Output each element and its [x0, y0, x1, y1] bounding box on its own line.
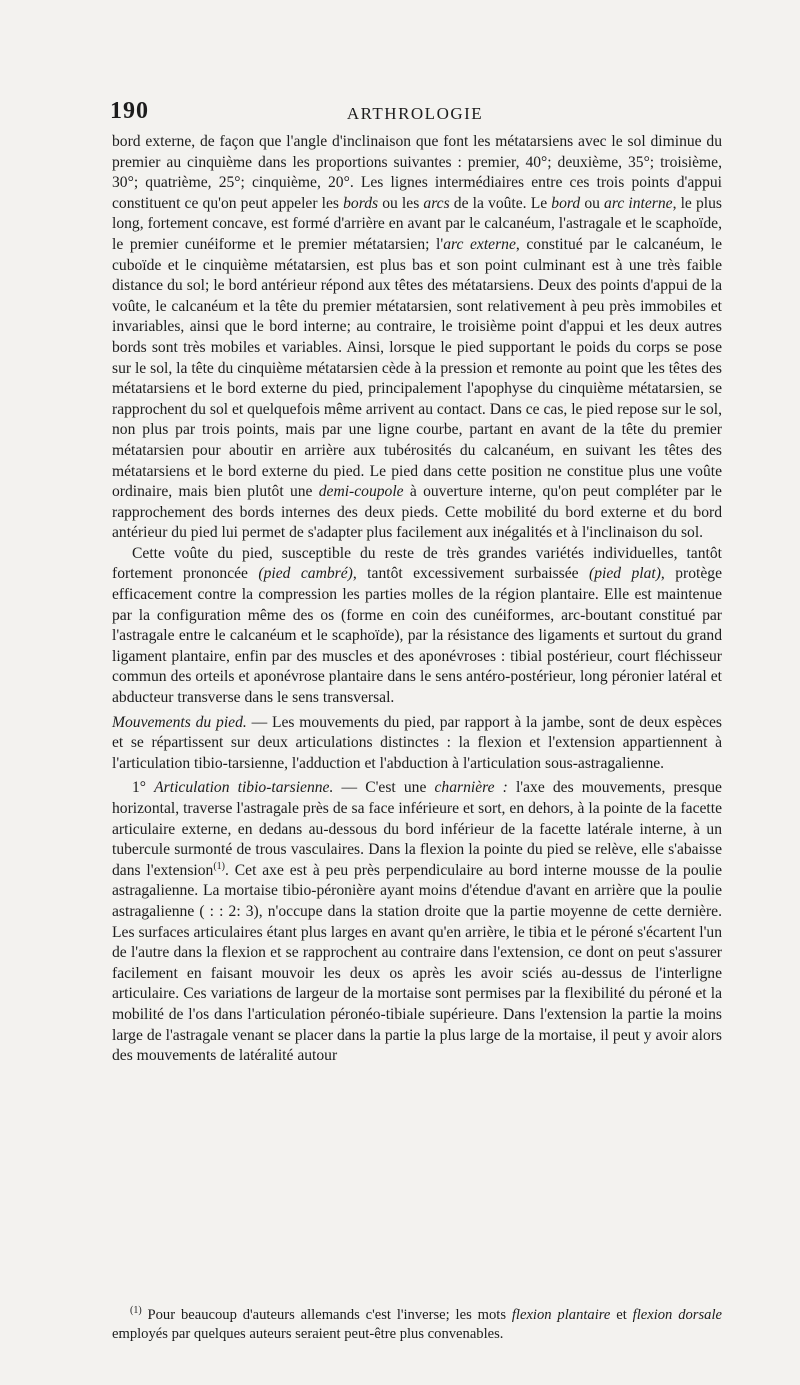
footnote-text [112, 1306, 722, 1344]
italic-term: bord [551, 194, 581, 212]
text-run: — Les mouvements du pied, par rapport à la jambe, sont de deux espèces et se répartissent sur deux articulations distinctes : la flexion et l'extension appartiennent à l'articulation tibio-tarsienne, l'adduction et l'abduction à l'articulation sous-astragalienne. [112, 713, 722, 772]
italic-term: (pied plat) [589, 565, 661, 583]
text-run: à ouverture interne, qu'on peut compléter par le rapprochement des bords internes des deux pieds. Cette mobilité du bord externe et du bord antérieur du pied lui permet de s'adapter plus facilement aux inégalités et à l'inclinaison du sol. [112, 483, 722, 542]
italic-term: bords [343, 194, 379, 212]
italic-term: arc interne [604, 194, 673, 212]
italic-term: flexion plantaire [511, 1307, 611, 1323]
italic-term: arcs [423, 194, 450, 212]
text-run: 1° [132, 779, 155, 797]
text-run: — C'est une [333, 779, 435, 797]
footnote [112, 1306, 722, 1344]
italic-term: demi-coupole [318, 483, 404, 501]
footnote-ref[interactable]: (1) [213, 860, 226, 872]
text-run: Cette voûte du pied, susceptible du reste de très grandes variétés individuelles, tantôt fortement prononcée [112, 544, 722, 583]
text-run: et [610, 1307, 633, 1323]
text-run: , protège efficacement contre la compression les parties molles de la région plantaire. Elle est maintenue par la configuration même des os (forme en coin des cunéiformes, arc-boutant constitué par l'astragale entre le calcanéum et le scaphoïde), par la résistance des ligaments et surtout du grand ligament plantaire, enfin par des muscles et des aponévroses : tibial postérieur, court fléchisseur commun des orteils et aponévrose plantaire dans le sens antéro-postérieur, long péronier latéral et abducteur transverse dans le sens transversal. [112, 565, 723, 707]
body-text [112, 132, 722, 1067]
text-run: Pour beaucoup d'auteurs allemands c'est l'inverse; les mots [141, 1307, 512, 1323]
italic-term: (pied cambré) [258, 565, 353, 583]
text-run: employés par quelques auteurs seraient peut-être plus convenables. [112, 1326, 504, 1342]
italic-term: flexion dorsale [632, 1307, 722, 1323]
section-heading: Mouvements du pied. [112, 713, 247, 731]
section-heading: Articulation tibio-tarsienne. [154, 779, 334, 797]
paragraph-foot-vault [112, 544, 722, 709]
text-run: , le plus long, fortement concave, est formé d'arrière en avant par le calcanéum, l'astragale et le scaphoïde, le premier cunéiforme et le premier métatarsien; l' [112, 194, 722, 253]
paragraph-arch-borders [112, 132, 722, 544]
italic-term: charnière : [434, 779, 508, 797]
italic-term: arc externe [443, 235, 516, 253]
page-header [110, 98, 720, 124]
text-run: ou les [378, 194, 424, 212]
paragraph-tibio-tarsal [112, 778, 722, 1066]
text-run: l'axe des mouvements, presque horizontal, traverse l'astragale près de sa face inférieure et sort, en dehors, à la pointe de la facette articulaire externe, en dedans au-dessous du bord inférieur de la facette latérale interne, à un tubercule surmonté de trous vasculaires. Dans la flexion la pointe du pied se relève, elle s'abaisse dans l'extension [112, 779, 722, 879]
running-title: ARTHROLOGIE [346, 104, 484, 123]
page-number: 190 [110, 98, 149, 124]
text-run: de la voûte. Le [449, 194, 552, 212]
text-run: , constitué par le calcanéum, le cuboïde et le cinquième métatarsien, est plus bas et son point culminant est à une très faible distance du sol; le bord antérieur répond aux têtes des métatarsiens. Deux des points d'appui de la voûte, le calcanéum et la tête du premier métatarsien, sont relativement à peu près immobiles et invariables, ainsi que le bord interne; au contraire, le troisième point d'appui et les deux autres bords sont très mobiles et variables. Ainsi, lorsque le pied supportant le poids du corps se pose sur le sol, la tête du cinquième métatarsien cède à la pression et remonte au point que les têtes des métatarsiens et le bord externe du pied, principalement l'apophyse du cinquième métatarsien, se rapprochent du sol et quelquefois même arrivent au contact. Dans ce cas, le pied repose sur le sol, non plus par trois points, mais par une ligne courbe, partant en avant de la tête du premier métatarsien pour aboutir en arrière aux tubérosités du calcanéum, en suivant les têtes des métatarsiens et le bord externe du pied. Le pied dans cette position ne constitue plus une voûte ordinaire, mais bien plutôt une [112, 235, 723, 501]
text-run: , tantôt excessivement surbaissée [352, 565, 589, 583]
paragraph-foot-movements [112, 713, 722, 775]
footnote-marker: (1) [130, 1305, 142, 1317]
text-run: . Cet axe est à peu près perpendiculaire au bord interne mousse de la poulie astragalienne. La mortaise tibio-péronière ayant moins d'étendue d'avant en arrière que la poulie astragalienne ( : : 2: 3), n'occupe dans la station droite que la partie moyenne de cette dernière. Les surfaces articulaires étant plus larges en avant qu'en arrière, le tibia et le péroné s'écartent l'un de l'autre dans la flexion et se rapprochent au contraire dans l'extension, ce dont on peut s'assurer facilement en faisant mouvoir les deux os après les avoir sciés au-dessus de l'interligne articulaire. Ces variations de largeur de la mortaise sont permises par la flexibilité du péroné et la mobilité de l'os dans l'articulation péronéo-tibiale supérieure. Dans l'extension la partie la moins large de l'astragale venant se placer dans la partie la plus large de la mortaise, il peut y avoir alors des mouvements de latéralité autour [112, 861, 723, 1065]
text-run: bord externe, de façon que l'angle d'inclinaison que font les métatarsiens avec le sol diminue du premier au cinquième dans les proportions suivantes : premier, 40°; deuxième, 35°; troisième, 30°; quatrième, 25°; cinquième, 20°. Les lignes intermédiaires entre ces trois points d'appui constituent ce qu'on peut appeler les [112, 133, 722, 212]
text-run: ou [580, 194, 605, 212]
